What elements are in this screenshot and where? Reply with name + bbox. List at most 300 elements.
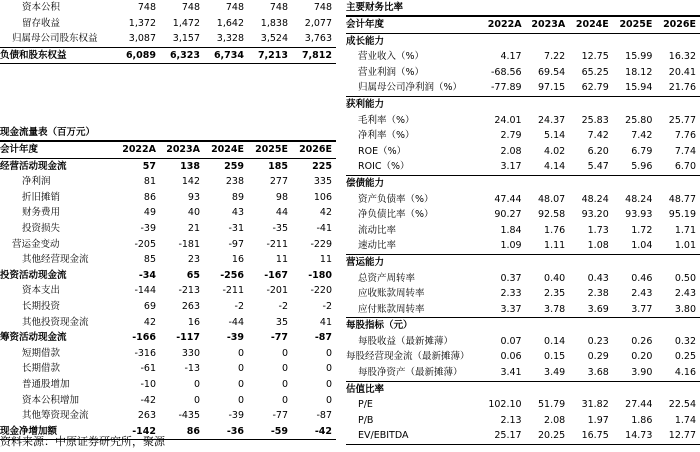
header-year: 2026E <box>292 141 336 158</box>
row-value: 259 <box>224 160 244 172</box>
row-label: ROIC（%） <box>358 161 410 173</box>
row-value: 2.38 <box>587 288 609 300</box>
row-value: 27.44 <box>625 399 653 411</box>
row-value: 21.76 <box>668 82 696 94</box>
row-value: 748 <box>225 2 244 13</box>
row-value: 42 <box>319 207 332 219</box>
row-value: 18.12 <box>625 66 653 78</box>
row-value: -180 <box>308 269 332 281</box>
row-value: 277 <box>269 176 288 188</box>
row-value: 5.47 <box>587 161 609 173</box>
row-value: 57 <box>142 160 156 172</box>
row-value <box>526 96 570 112</box>
table-row <box>346 334 700 350</box>
row-label: 归属母公司净利润（%） <box>358 82 463 94</box>
header-year: 2023A <box>160 141 204 158</box>
row-value: 0 <box>237 363 244 375</box>
row-value: -77.89 <box>490 82 522 94</box>
row-value: 4.17 <box>500 51 522 63</box>
row-value: 1.09 <box>500 240 522 252</box>
row-value: -213 <box>178 285 200 297</box>
row-value: 748 <box>181 2 200 13</box>
row-value <box>656 254 700 270</box>
row-value: 48.24 <box>581 193 609 205</box>
row-value: 41 <box>319 316 332 328</box>
row-value: 0 <box>281 394 288 406</box>
row-value: 25.17 <box>482 428 526 444</box>
table-row <box>0 361 336 377</box>
row-value: 1.01 <box>674 240 696 252</box>
row-value: 6.20 <box>587 145 609 157</box>
row-label: 应付账款周转率 <box>358 303 425 315</box>
row-value: 6.70 <box>674 161 696 173</box>
row-value: 0.40 <box>544 272 566 284</box>
header-year: 2022A <box>116 141 160 158</box>
row-value: -201 <box>266 285 288 297</box>
row-value <box>569 96 613 112</box>
row-label: 投资活动现金流 <box>0 269 67 281</box>
row-value: 138 <box>180 160 200 172</box>
row-value: 15.99 <box>625 51 653 63</box>
row-value: -211 <box>222 285 244 297</box>
table-row <box>346 207 700 223</box>
row-value: 16 <box>187 316 200 328</box>
row-value: 93.20 <box>581 209 609 221</box>
row-value: 69 <box>143 300 156 312</box>
row-value: 16.75 <box>569 428 613 444</box>
row-value: 142 <box>181 176 200 188</box>
row-label: 每股经营现金流（最新摊薄） <box>346 351 470 363</box>
row-value: 35 <box>275 316 288 328</box>
row-value: 748 <box>137 2 156 13</box>
row-value: 5.96 <box>631 161 653 173</box>
row-label: ROE（%） <box>358 145 407 157</box>
row-value: 11 <box>275 254 288 266</box>
row-value <box>613 318 657 334</box>
row-value <box>656 318 700 334</box>
row-value <box>526 318 570 334</box>
row-value: -10 <box>140 378 156 390</box>
row-value: 0.46 <box>631 272 653 284</box>
table-row <box>346 192 700 208</box>
row-value: 65 <box>186 269 200 281</box>
header-label: 会计年度 <box>0 141 116 158</box>
balance-sheet-fragment <box>0 0 336 64</box>
row-value: 86 <box>160 424 204 440</box>
row-value: 62.79 <box>581 82 609 94</box>
row-value: 6,323 <box>160 47 204 64</box>
row-label: 财务费用 <box>22 207 61 219</box>
row-value: -39 <box>226 332 244 344</box>
row-value: 3.49 <box>544 367 566 379</box>
row-value <box>482 381 526 397</box>
row-value: -77 <box>270 332 288 344</box>
row-value: 0.25 <box>674 351 696 363</box>
row-value: 6,089 <box>116 47 160 64</box>
row-value: 48.24 <box>625 193 653 205</box>
row-value: -166 <box>132 332 156 344</box>
row-value: 3.69 <box>587 303 609 315</box>
table-row <box>0 16 336 32</box>
row-value: -256 <box>220 269 244 281</box>
row-value: 12.75 <box>581 51 609 63</box>
row-value: -2 <box>234 300 244 312</box>
header-year: 2025E <box>248 141 292 158</box>
row-value: 95.19 <box>668 209 696 221</box>
row-label: 经营活动现金流 <box>0 160 67 172</box>
row-label: P/E <box>358 399 373 411</box>
table-row <box>346 128 700 144</box>
row-value: -61 <box>140 363 156 375</box>
row-value: 1,838 <box>260 17 288 29</box>
row-value: 238 <box>225 176 244 188</box>
row-value: 47.44 <box>494 193 522 205</box>
row-value: 25.80 <box>625 114 653 126</box>
row-value: 85 <box>143 254 156 266</box>
row-label: 筹资活动现金流 <box>0 332 67 344</box>
row-value: -205 <box>134 238 156 250</box>
row-value: 1,642 <box>216 17 244 29</box>
row-label: P/B <box>358 414 374 426</box>
row-value: 1.72 <box>631 224 653 236</box>
row-value: 69.54 <box>537 66 566 78</box>
table-row <box>0 47 336 64</box>
row-value: 0 <box>237 347 244 359</box>
row-label: 现金净增加额 <box>0 424 116 440</box>
table-row <box>346 365 700 381</box>
row-label: 长期投资 <box>22 300 61 312</box>
table-row <box>0 31 336 47</box>
header-label: 会计年度 <box>346 16 482 33</box>
row-value: 1.97 <box>587 414 609 426</box>
row-value: 0.14 <box>544 335 566 347</box>
row-value: 2.13 <box>500 414 522 426</box>
row-value <box>482 318 526 334</box>
row-value: 93 <box>187 191 200 203</box>
row-value: 1.74 <box>674 414 696 426</box>
table-row <box>0 315 336 331</box>
row-value <box>569 381 613 397</box>
row-value: -34 <box>138 269 156 281</box>
row-value: 11 <box>319 254 332 266</box>
row-value: 0 <box>237 378 244 390</box>
row-value: 3.90 <box>631 367 653 379</box>
row-value: -87 <box>316 410 332 422</box>
row-value: 3,763 <box>304 33 332 45</box>
row-value: 23 <box>187 254 200 266</box>
source-note: 资料来源：中原证券研究所，聚源 <box>0 435 165 448</box>
row-label: 负债和股东权益 <box>0 47 116 64</box>
row-label: 毛利率（%） <box>358 114 415 126</box>
row-value: 1,472 <box>172 17 200 29</box>
row-value: 0 <box>281 378 288 390</box>
table-row <box>0 393 336 409</box>
row-label: 总资产周转率 <box>358 272 416 284</box>
row-value: 3.17 <box>500 161 522 173</box>
row-value: 44 <box>275 207 288 219</box>
table-row <box>346 113 700 129</box>
row-label: 净利率（%） <box>358 130 415 142</box>
row-label: 资产负债率（%） <box>358 193 434 205</box>
row-value: 0 <box>325 363 332 375</box>
row-value: 1.04 <box>631 240 653 252</box>
row-value: 3.78 <box>544 303 566 315</box>
row-value <box>613 96 657 112</box>
row-value: 3.68 <box>587 367 609 379</box>
table-row <box>346 428 700 444</box>
table-row <box>346 238 700 254</box>
row-label: 估值比率 <box>346 381 482 397</box>
row-value: -39 <box>140 222 156 234</box>
header-year: 2025E <box>613 16 657 33</box>
row-value: 89 <box>231 191 244 203</box>
header-year: 2022A <box>482 16 526 33</box>
row-value: -435 <box>178 410 200 422</box>
row-value <box>482 33 526 49</box>
row-value: 0.50 <box>674 272 696 284</box>
row-value: 3,328 <box>216 33 244 45</box>
ratios-table <box>346 15 700 445</box>
table-row <box>346 49 700 65</box>
row-value: 1.71 <box>674 224 696 236</box>
row-value: -31 <box>228 222 244 234</box>
row-value: 4.14 <box>544 161 566 173</box>
row-value: 2.33 <box>500 288 522 300</box>
row-value <box>526 381 570 397</box>
row-value <box>526 254 570 270</box>
row-label: 每股指标（元） <box>346 318 482 334</box>
cashflow-panel <box>0 125 336 440</box>
row-value: 7.22 <box>544 51 566 63</box>
table-row <box>346 302 700 318</box>
table-row <box>346 144 700 160</box>
row-value: 3.77 <box>631 303 653 315</box>
row-value: 2.79 <box>500 130 522 142</box>
row-value: 2.43 <box>631 288 653 300</box>
row-value: -77 <box>272 410 288 422</box>
table-row <box>0 299 336 315</box>
row-value: 225 <box>312 160 332 172</box>
row-value <box>656 33 700 49</box>
row-value: 7.76 <box>674 130 696 142</box>
row-value: -42 <box>292 424 336 440</box>
row-value: 90.27 <box>494 209 522 221</box>
row-value <box>482 254 526 270</box>
row-value: 97.15 <box>537 82 566 94</box>
row-value: 263 <box>137 410 156 422</box>
header-year: 2024E <box>569 16 613 33</box>
row-value: 7.42 <box>631 130 653 142</box>
table-row <box>0 190 336 206</box>
ratios-title: 主要财务比率 <box>346 2 404 13</box>
row-value: -42 <box>140 394 156 406</box>
row-value: 3.37 <box>500 303 522 315</box>
table-row <box>346 318 700 334</box>
row-value <box>656 175 700 191</box>
row-value: 7,213 <box>248 47 292 64</box>
row-value: 14.73 <box>613 428 657 444</box>
row-label: 其他投资现金流 <box>22 316 89 328</box>
row-value: 102.10 <box>488 399 522 411</box>
table-row <box>346 65 700 81</box>
cashflow-title: 现金流量表（百万元） <box>0 127 96 138</box>
row-value: -117 <box>176 332 200 344</box>
row-value: -167 <box>264 269 288 281</box>
row-value <box>613 254 657 270</box>
row-value: 0.07 <box>500 335 522 347</box>
table-row <box>346 33 700 49</box>
row-label: 留存收益 <box>22 17 61 29</box>
row-value: 24.37 <box>537 114 566 126</box>
row-label: 营运能力 <box>346 254 482 270</box>
row-value: -2 <box>322 300 332 312</box>
row-label: 折旧摊销 <box>22 191 61 203</box>
table-header-row <box>346 16 700 33</box>
row-value: 0.23 <box>587 335 609 347</box>
row-value: 185 <box>268 160 288 172</box>
row-value <box>569 254 613 270</box>
header-year: 2023A <box>526 16 570 33</box>
row-value: 0 <box>325 347 332 359</box>
row-value: 0 <box>325 394 332 406</box>
row-value: 6.79 <box>631 145 653 157</box>
table-row <box>346 159 700 175</box>
row-label: 应收账款周转率 <box>358 288 425 300</box>
row-value: -97 <box>228 238 244 250</box>
row-value: 22.54 <box>668 399 696 411</box>
row-value <box>482 96 526 112</box>
row-value: -181 <box>178 238 200 250</box>
row-value: 335 <box>313 176 332 188</box>
row-label: 每股收益（最新摊薄） <box>358 335 454 347</box>
row-value: 2.35 <box>544 288 566 300</box>
row-value: 25.83 <box>581 114 609 126</box>
row-label: 长期借款 <box>22 363 61 375</box>
row-value: 6,734 <box>204 47 248 64</box>
table-row <box>346 175 700 191</box>
row-value: 86 <box>143 191 156 203</box>
row-value: 0.15 <box>544 351 566 363</box>
row-label: EV/EBITDA <box>346 428 482 444</box>
row-label: 其他筹资现金流 <box>22 410 89 422</box>
row-value: 0.29 <box>587 351 609 363</box>
row-label: 投资损失 <box>22 222 61 234</box>
row-label: 获利能力 <box>346 96 482 112</box>
row-value: 49 <box>143 207 156 219</box>
row-label: 营业利润（%） <box>358 66 425 78</box>
row-label: 营业收入（%） <box>358 51 425 63</box>
row-value: 1.76 <box>544 224 566 236</box>
row-value: 16 <box>231 254 244 266</box>
row-value: 98 <box>275 191 288 203</box>
table-row <box>346 271 700 287</box>
row-value <box>569 318 613 334</box>
row-label: 资本支出 <box>22 285 61 297</box>
row-label: 净利润 <box>22 176 51 188</box>
row-value: 1,372 <box>128 17 156 29</box>
table-row <box>0 346 336 362</box>
row-value: 7.74 <box>674 145 696 157</box>
row-value: 1.08 <box>587 240 609 252</box>
balance-sheet-table <box>0 0 336 64</box>
row-value: 7,812 <box>292 47 336 64</box>
row-value: 0 <box>281 363 288 375</box>
row-value: -44 <box>228 316 244 328</box>
ratios-panel <box>346 0 700 445</box>
row-label: 偿债能力 <box>346 175 482 191</box>
row-value: 51.79 <box>537 399 566 411</box>
row-value <box>656 96 700 112</box>
row-label: 归属母公司股东权益 <box>12 33 98 45</box>
row-value: 748 <box>313 2 332 13</box>
table-row <box>0 283 336 299</box>
row-value: 20.25 <box>526 428 570 444</box>
row-value: 3,524 <box>260 33 288 45</box>
row-value: 1.11 <box>544 240 566 252</box>
table-row <box>0 252 336 268</box>
row-value: -2 <box>278 300 288 312</box>
row-value: 0.43 <box>587 272 609 284</box>
row-value <box>569 33 613 49</box>
row-value: 48.07 <box>537 193 566 205</box>
row-value <box>526 175 570 191</box>
row-value: 330 <box>181 347 200 359</box>
table-row <box>346 381 700 397</box>
row-value: 42 <box>143 316 156 328</box>
row-label: 速动比率 <box>358 240 397 252</box>
row-label: 每股净资产（最新摊薄） <box>358 367 463 379</box>
table-header-row <box>0 141 336 158</box>
row-value: 93.93 <box>625 209 653 221</box>
table-row <box>346 254 700 270</box>
row-value: 3.80 <box>674 303 696 315</box>
row-value: 2,077 <box>304 17 332 29</box>
table-row <box>346 80 700 96</box>
row-value: -211 <box>266 238 288 250</box>
table-row <box>346 286 700 302</box>
row-value: -13 <box>184 363 200 375</box>
table-row <box>0 205 336 221</box>
row-value: 48.77 <box>668 193 696 205</box>
row-value: 4.02 <box>544 145 566 157</box>
row-value: 20.41 <box>668 66 696 78</box>
row-label: 资本公积增加 <box>22 394 80 406</box>
table-row <box>346 96 700 112</box>
table-row <box>0 268 336 284</box>
row-value: 2.08 <box>544 414 566 426</box>
row-value: 0 <box>237 394 244 406</box>
row-label: 短期借款 <box>22 347 61 359</box>
row-value: 15.94 <box>625 82 653 94</box>
row-value: -36 <box>204 424 248 440</box>
row-value: 2.08 <box>500 145 522 157</box>
row-value: 81 <box>143 176 156 188</box>
row-value <box>613 381 657 397</box>
row-value: 12.77 <box>656 428 700 444</box>
row-value: 3,157 <box>172 33 200 45</box>
row-value: 0.37 <box>500 272 522 284</box>
row-value: 1.73 <box>587 224 609 236</box>
table-row <box>0 237 336 253</box>
row-value: 43 <box>231 207 244 219</box>
row-value: -144 <box>134 285 156 297</box>
row-value: -316 <box>134 347 156 359</box>
row-value: 21 <box>187 222 200 234</box>
row-value: 0.20 <box>631 351 653 363</box>
row-value: -142 <box>116 424 160 440</box>
table-row <box>0 221 336 237</box>
table-row <box>0 377 336 393</box>
